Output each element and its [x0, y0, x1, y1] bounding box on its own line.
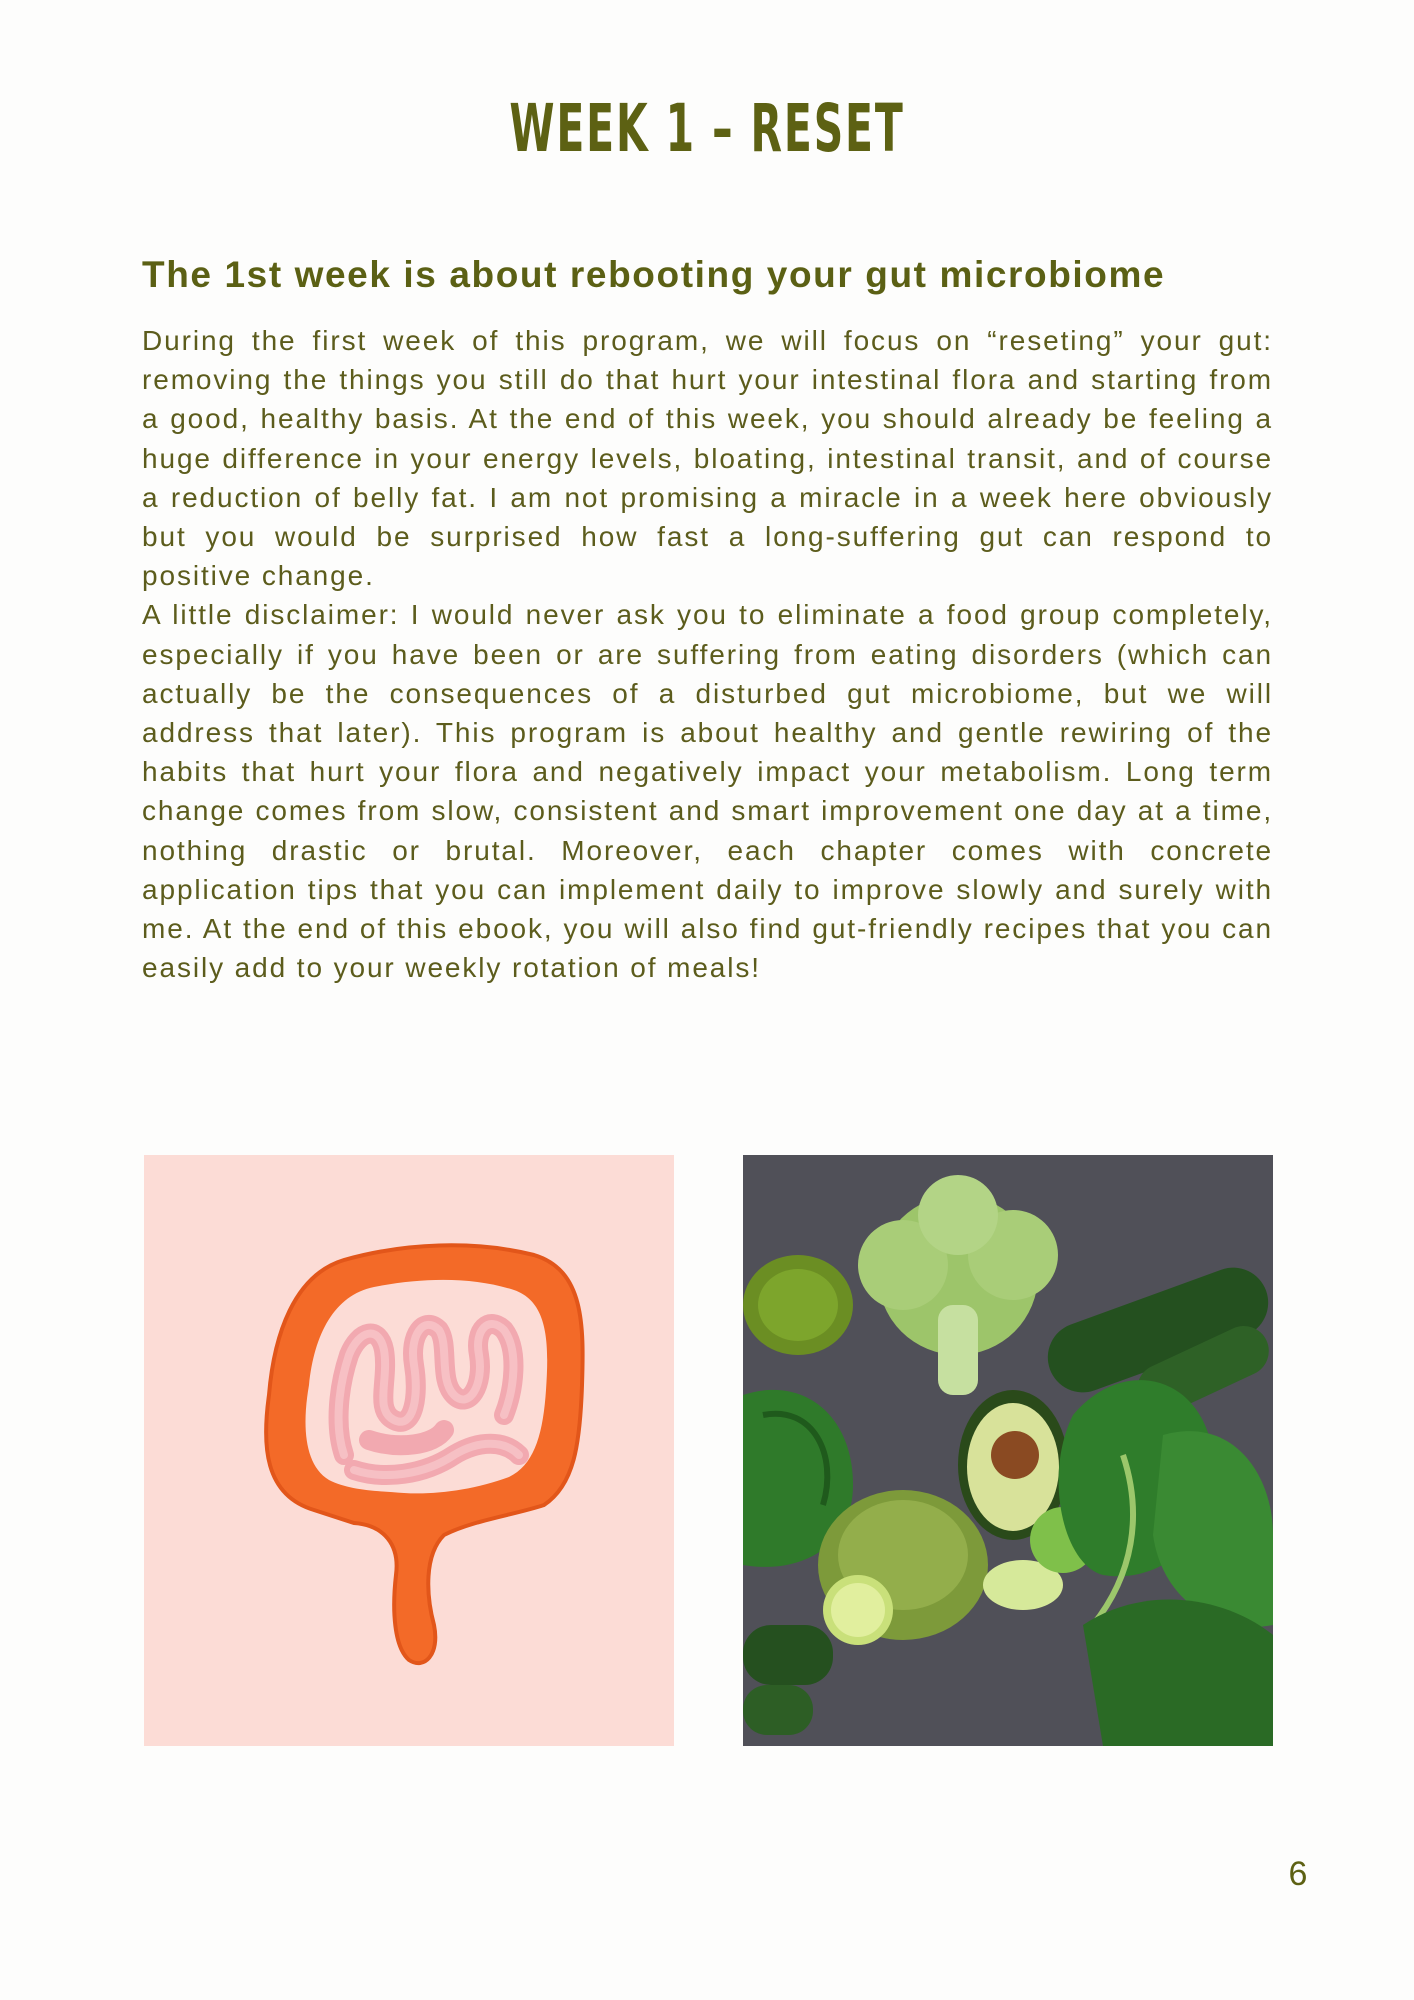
- page-number: 6: [1288, 1855, 1308, 1893]
- intestines-photo: [144, 1155, 674, 1746]
- body-text: [142, 321, 1273, 987]
- section-subtitle: The 1st week is about rebooting your gut microbiome: [142, 254, 1166, 295]
- vegetables-photo: [743, 1155, 1273, 1746]
- paragraph-intro: During the first week of this program, we will focus on “reseting” your gut: removing the things you still do that hurt your intestinal flora and starting from a good, healthy basis. At the end of this week, you should already be feeling a huge difference in your energy levels, bloating, intestinal transit, and of course a reduction of belly fat. I am not promising a miracle in a week here obviously but you would be surprised how fast a long-suffering gut can respond to positive change.: [142, 325, 1273, 592]
- paragraph-disclaimer: A little disclaimer: I would never ask you to eliminate a food group completely, especially if you have been or are suffering from eating disorders (which can actually be the consequences of a disturbed gut microbiome, but we will address that later). This program is about healthy and gentle rewiring of the habits that hurt your flora and negatively impact your metabolism. Long term change comes from slow, consistent and smart improvement one day at a time, nothing drastic or brutal. Moreover, each chapter comes with concrete application tips that you can implement daily to improve slowly and surely with me. At the end of this ebook, you will also find gut-friendly recipes that you can easily add to your weekly rotation of meals!: [142, 599, 1273, 984]
- page-title: WEEK 1 – RESET: [509, 90, 905, 167]
